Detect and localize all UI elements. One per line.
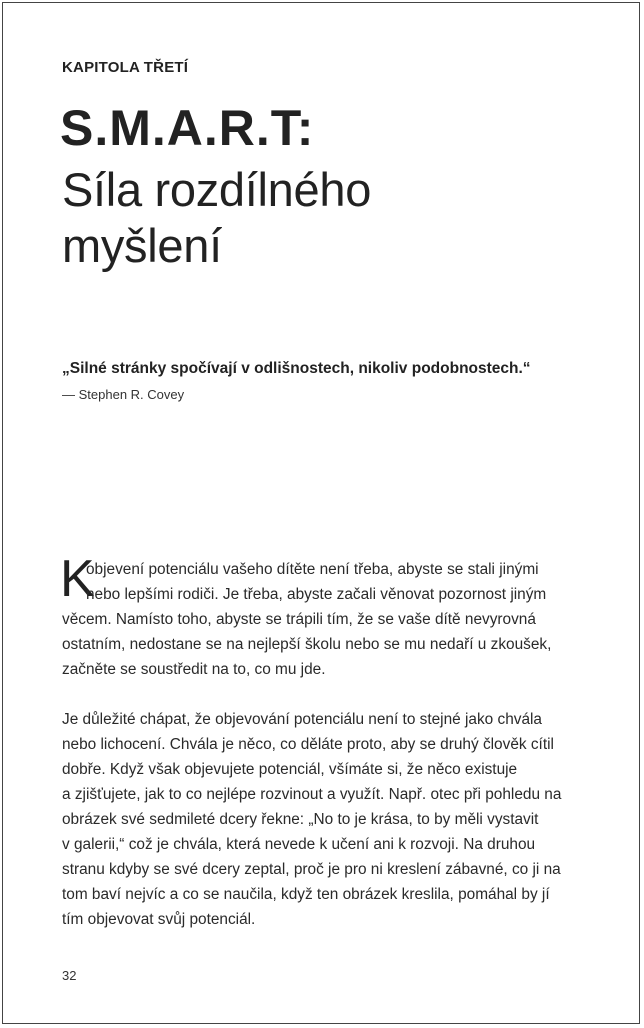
paragraph-line: tím objevovat svůj potenciál. <box>62 911 256 928</box>
paragraph-line: nebo lichocení. Chvála je něco, co děláte proto, aby se druhý člověk cítil <box>62 736 554 753</box>
body-paragraph-2 <box>62 707 582 932</box>
subtitle-line: Síla rozdílného <box>62 163 372 216</box>
chapter-title-main: S.M.A.R.T: <box>60 100 315 156</box>
paragraph-line: věcem. Namísto toho, abyste se trápili tím, že se vaše dítě nevyrovná <box>62 611 536 628</box>
paragraph-line: stranu kdyby se své dcery zeptal, proč je pro ni kreslení zábavné, co ji na <box>62 861 561 878</box>
paragraph-line: nebo lepšími rodiči. Je třeba, abyste začali věnovat pozornost jiným <box>86 586 547 603</box>
epigraph-author: — Stephen R. Covey <box>62 387 185 402</box>
paragraph-line: obrázek své sedmileté dcery řekne: „No to je krása, to by měli vystavit <box>62 811 539 828</box>
page-number: 32 <box>62 968 77 983</box>
chapter-label: KAPITOLA TŘETÍ <box>62 59 189 76</box>
paragraph-line: tom baví nejvíc a co se naučila, když ten obrázek kreslila, pomáhal by jí <box>62 886 550 903</box>
paragraph-line: v galerii,“ což je chvála, která nevede k učení ani k rozvoji. Na druhou <box>62 836 536 853</box>
drop-cap: K <box>60 550 95 608</box>
paragraph-line: začněte se soustředit na to, co mu jde. <box>62 661 326 678</box>
body-paragraph-1 <box>62 557 582 682</box>
subtitle-line: myšlení <box>62 219 222 272</box>
paragraph-line: a zjišťujete, jak to co nejlépe rozvinout a využít. Např. otec při pohledu na <box>62 786 562 803</box>
epigraph-quote: „Silné stránky spočívají v odlišnostech, nikoliv podobnostech.“ <box>62 360 531 377</box>
paragraph-line: objevení potenciálu vašeho dítěte není třeba, abyste se stali jinými <box>86 561 539 578</box>
chapter-title-subtitle <box>62 162 582 274</box>
paragraph-line: dobře. Když však objevujete potenciál, všímáte si, že něco existuje <box>62 761 518 778</box>
paragraph-line: ostatním, nedostane se na nejlepší školu nebo se mu nedaří u zkoušek, <box>62 636 552 653</box>
paragraph-line: Je důležité chápat, že objevování potenciálu není to stejné jako chvála <box>62 711 542 728</box>
